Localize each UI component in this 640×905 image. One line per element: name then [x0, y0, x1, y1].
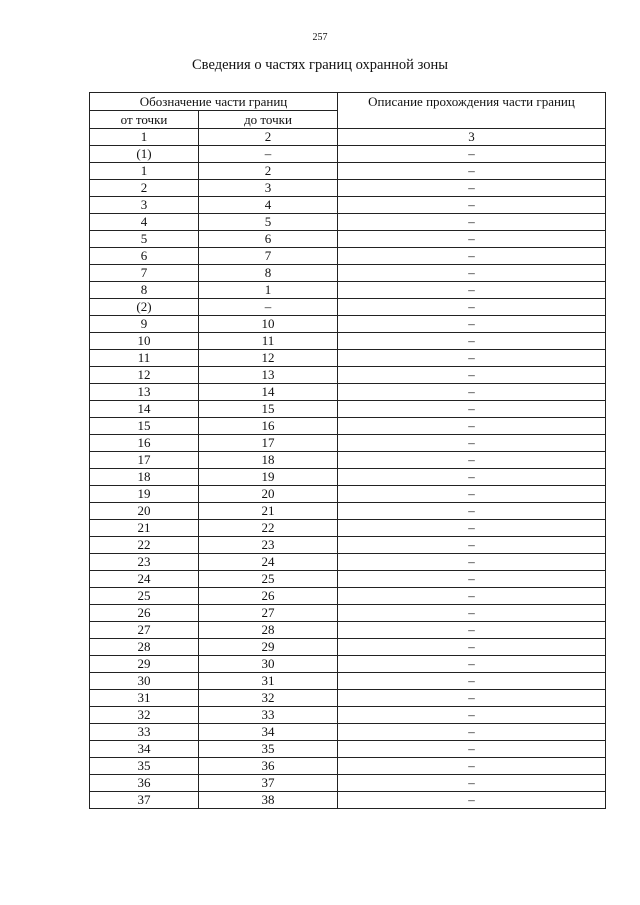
description-cell: –: [338, 418, 606, 435]
table-row: [90, 367, 606, 384]
table-row: [90, 622, 606, 639]
table-row: [90, 180, 606, 197]
from-point-cell: 18: [90, 469, 199, 486]
from-point-cell: 19: [90, 486, 199, 503]
description-cell: –: [338, 724, 606, 741]
description-cell: –: [338, 197, 606, 214]
table-row: [90, 401, 606, 418]
table-row: [90, 486, 606, 503]
description-cell: –: [338, 401, 606, 418]
to-point-cell: 13: [199, 367, 338, 384]
page-number: 257: [312, 32, 328, 43]
to-point-cell: 32: [199, 690, 338, 707]
from-point-cell: 34: [90, 741, 199, 758]
description-cell: –: [338, 282, 606, 299]
description-cell: –: [338, 299, 606, 316]
to-point-cell: 12: [199, 350, 338, 367]
description-cell: –: [338, 520, 606, 537]
to-point-cell: 15: [199, 401, 338, 418]
header-boundary-part-designation: Обозначение части границ: [90, 93, 338, 111]
to-point-cell: 14: [199, 384, 338, 401]
table-row: [90, 605, 606, 622]
description-cell: –: [338, 622, 606, 639]
from-point-cell: 32: [90, 707, 199, 724]
to-point-cell: 6: [199, 231, 338, 248]
from-point-cell: 9: [90, 316, 199, 333]
to-point-cell: 17: [199, 435, 338, 452]
boundary-parts-table: [89, 92, 606, 809]
from-point-cell: 8: [90, 282, 199, 299]
description-cell: –: [338, 333, 606, 350]
table-row: [90, 690, 606, 707]
description-cell: –: [338, 265, 606, 282]
from-point-cell: 3: [90, 197, 199, 214]
description-cell: –: [338, 741, 606, 758]
description-cell: –: [338, 656, 606, 673]
to-point-cell: 11: [199, 333, 338, 350]
to-point-cell: –: [199, 299, 338, 316]
table-row: [90, 265, 606, 282]
header-boundary-description: Описание прохождения части границ: [338, 93, 606, 129]
description-cell: –: [338, 571, 606, 588]
from-point-cell: 14: [90, 401, 199, 418]
table-row: [90, 792, 606, 809]
to-point-cell: 8: [199, 265, 338, 282]
description-cell: –: [338, 452, 606, 469]
to-point-cell: 33: [199, 707, 338, 724]
column-number: 1: [90, 129, 199, 146]
from-point-cell: 22: [90, 537, 199, 554]
description-cell: –: [338, 146, 606, 163]
description-cell: –: [338, 554, 606, 571]
from-point-cell: 27: [90, 622, 199, 639]
table-row: [90, 146, 606, 163]
description-cell: –: [338, 180, 606, 197]
table-row: [90, 163, 606, 180]
description-cell: –: [338, 775, 606, 792]
from-point-cell: 12: [90, 367, 199, 384]
table-row: [90, 214, 606, 231]
table-row: [90, 758, 606, 775]
from-point-cell: 25: [90, 588, 199, 605]
table-row: [90, 588, 606, 605]
to-point-cell: 31: [199, 673, 338, 690]
to-point-cell: 24: [199, 554, 338, 571]
description-cell: –: [338, 503, 606, 520]
from-point-cell: 30: [90, 673, 199, 690]
table-row: [90, 282, 606, 299]
to-point-cell: 4: [199, 197, 338, 214]
from-point-cell: 16: [90, 435, 199, 452]
to-point-cell: 30: [199, 656, 338, 673]
from-point-cell: 29: [90, 656, 199, 673]
column-number: 3: [338, 129, 606, 146]
description-cell: –: [338, 707, 606, 724]
description-cell: –: [338, 163, 606, 180]
table-row: [90, 537, 606, 554]
to-point-cell: 21: [199, 503, 338, 520]
table-row: [90, 639, 606, 656]
table-row: [90, 231, 606, 248]
from-point-cell: 21: [90, 520, 199, 537]
to-point-cell: 28: [199, 622, 338, 639]
from-point-cell: 10: [90, 333, 199, 350]
to-point-cell: 25: [199, 571, 338, 588]
description-cell: –: [338, 690, 606, 707]
table-row: [90, 724, 606, 741]
description-cell: –: [338, 214, 606, 231]
to-point-cell: 23: [199, 537, 338, 554]
to-point-cell: 29: [199, 639, 338, 656]
description-cell: –: [338, 231, 606, 248]
from-point-cell: (2): [90, 299, 199, 316]
table-body: [90, 93, 606, 809]
table-row: [90, 469, 606, 486]
table-row: [90, 554, 606, 571]
to-point-cell: 7: [199, 248, 338, 265]
to-point-cell: 34: [199, 724, 338, 741]
table-row: [90, 673, 606, 690]
from-point-cell: 36: [90, 775, 199, 792]
from-point-cell: 23: [90, 554, 199, 571]
table-row: [90, 299, 606, 316]
table-row: [90, 248, 606, 265]
header-to-point: до точки: [199, 111, 338, 129]
table-row: [90, 656, 606, 673]
description-cell: –: [338, 486, 606, 503]
from-point-cell: 26: [90, 605, 199, 622]
to-point-cell: 10: [199, 316, 338, 333]
from-point-cell: 20: [90, 503, 199, 520]
table-row: [90, 503, 606, 520]
description-cell: –: [338, 367, 606, 384]
from-point-cell: (1): [90, 146, 199, 163]
header-from-point: от точки: [90, 111, 199, 129]
to-point-cell: 2: [199, 163, 338, 180]
to-point-cell: 22: [199, 520, 338, 537]
from-point-cell: 6: [90, 248, 199, 265]
description-cell: –: [338, 605, 606, 622]
to-point-cell: 36: [199, 758, 338, 775]
description-cell: –: [338, 350, 606, 367]
from-point-cell: 11: [90, 350, 199, 367]
from-point-cell: 5: [90, 231, 199, 248]
table-row: [90, 741, 606, 758]
from-point-cell: 31: [90, 690, 199, 707]
table-row: [90, 435, 606, 452]
to-point-cell: 1: [199, 282, 338, 299]
to-point-cell: 20: [199, 486, 338, 503]
description-cell: –: [338, 435, 606, 452]
description-cell: –: [338, 792, 606, 809]
table-row: [90, 316, 606, 333]
to-point-cell: 26: [199, 588, 338, 605]
to-point-cell: 3: [199, 180, 338, 197]
from-point-cell: 37: [90, 792, 199, 809]
from-point-cell: 7: [90, 265, 199, 282]
from-point-cell: 33: [90, 724, 199, 741]
table-row: [90, 520, 606, 537]
to-point-cell: 38: [199, 792, 338, 809]
table-row: [90, 350, 606, 367]
to-point-cell: 37: [199, 775, 338, 792]
to-point-cell: 35: [199, 741, 338, 758]
column-number-row: [90, 129, 606, 146]
to-point-cell: 5: [199, 214, 338, 231]
from-point-cell: 17: [90, 452, 199, 469]
description-cell: –: [338, 248, 606, 265]
description-cell: –: [338, 639, 606, 656]
from-point-cell: 28: [90, 639, 199, 656]
description-cell: –: [338, 384, 606, 401]
to-point-cell: 18: [199, 452, 338, 469]
table-row: [90, 418, 606, 435]
from-point-cell: 24: [90, 571, 199, 588]
to-point-cell: 27: [199, 605, 338, 622]
description-cell: –: [338, 316, 606, 333]
table-row: [90, 333, 606, 350]
from-point-cell: 13: [90, 384, 199, 401]
document-title: Сведения о частях границ охранной зоны: [192, 57, 448, 73]
from-point-cell: 35: [90, 758, 199, 775]
description-cell: –: [338, 588, 606, 605]
table-row: [90, 571, 606, 588]
description-cell: –: [338, 469, 606, 486]
to-point-cell: 19: [199, 469, 338, 486]
to-point-cell: –: [199, 146, 338, 163]
table-row: [90, 452, 606, 469]
description-cell: –: [338, 758, 606, 775]
description-cell: –: [338, 673, 606, 690]
from-point-cell: 2: [90, 180, 199, 197]
from-point-cell: 1: [90, 163, 199, 180]
table-row: [90, 775, 606, 792]
from-point-cell: 15: [90, 418, 199, 435]
table-row: [90, 197, 606, 214]
header-row: [90, 93, 606, 111]
to-point-cell: 16: [199, 418, 338, 435]
column-number: 2: [199, 129, 338, 146]
table-row: [90, 384, 606, 401]
table-row: [90, 707, 606, 724]
from-point-cell: 4: [90, 214, 199, 231]
description-cell: –: [338, 537, 606, 554]
